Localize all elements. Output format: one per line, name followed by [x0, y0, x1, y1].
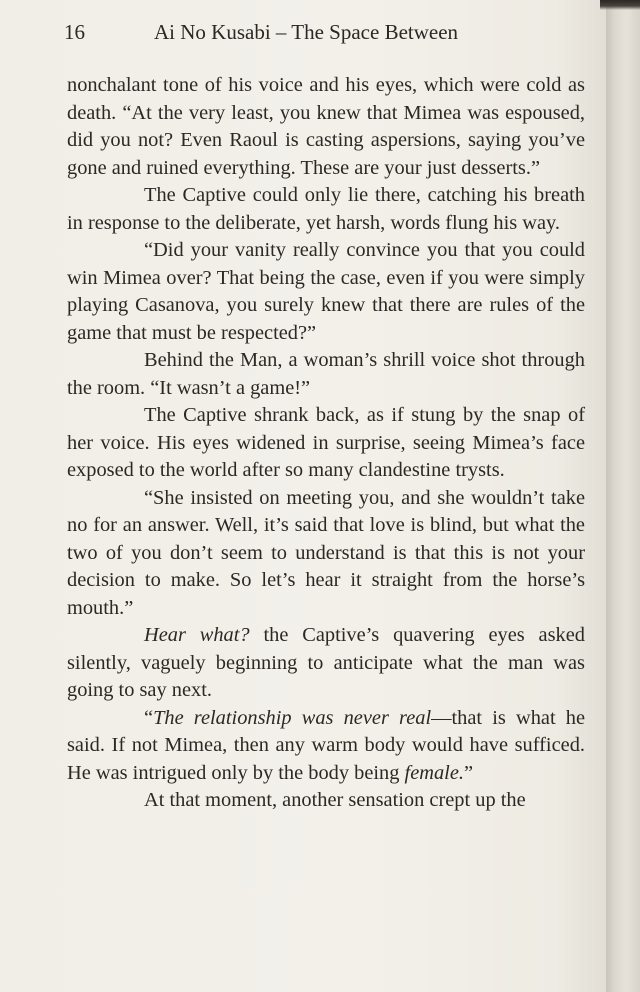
text-run: The Captive could only lie there, catching his breath in response to the deliberate, yet harsh, words flung his way.: [67, 184, 585, 234]
page-gutter: [606, 0, 640, 992]
paragraph: [67, 705, 585, 788]
text-run: The Captive shrank back, as if stung by the snap of her voice. His eyes widened in surprise, seeing Mimea’s face exposed to the world after so many clandestine trysts.: [67, 404, 585, 481]
next-page-edge: [600, 0, 640, 10]
text-run: the Captive’s quavering eyes asked silently, vaguely beginning to anticipate what the man was going to say next.: [67, 624, 585, 701]
paragraph: [67, 622, 585, 705]
paragraph: [67, 402, 585, 485]
paragraph: [67, 347, 585, 402]
text-run: “Did your vanity really convince you that you could win Mimea over? That being the case, even if you were simply playing Casanova, you surely knew that there are rules of the game that must be respected?”: [67, 239, 585, 344]
paragraph: [67, 485, 585, 623]
running-head: [64, 20, 584, 50]
paragraph: [67, 787, 585, 815]
text-run: “She insisted on meeting you, and she wouldn’t take no for an answer. Well, it’s said that love is blind, but what the two of you don’t seem to understand is that this is not your decision to make. So let’s hear it straight from the horse’s mouth.”: [67, 486, 585, 619]
italic-text-run: Hear what?: [144, 624, 250, 646]
text-run: —that is what he said. If not Mimea, then any warm body would have sufficed. He was intrigued only by the body being: [67, 706, 585, 784]
italic-text-run: The relationship was never real: [153, 706, 432, 729]
text-run: At that moment, another sensation crept up the: [144, 789, 526, 811]
page-number: 16: [64, 20, 85, 44]
italic-text-run: female.: [404, 761, 464, 784]
text-run: ”: [463, 761, 474, 784]
paragraph: [67, 72, 585, 182]
text-run: nonchalant tone of his voice and his eyes, which were cold as death. “At the very least, you knew that Mimea was espoused, did you not? Even Raoul is casting aspersions, saying you’ve gone and ruined everything. These are your just desserts.”: [67, 74, 585, 179]
book-title: Ai No Kusabi – The Space Between: [154, 20, 459, 44]
paragraph: [67, 182, 585, 237]
text-run: “: [144, 706, 154, 729]
body-text: [67, 72, 585, 815]
text-run: Behind the Man, a woman’s shrill voice shot through the room. “It wasn’t a game!”: [67, 349, 585, 399]
paragraph: [67, 237, 585, 347]
